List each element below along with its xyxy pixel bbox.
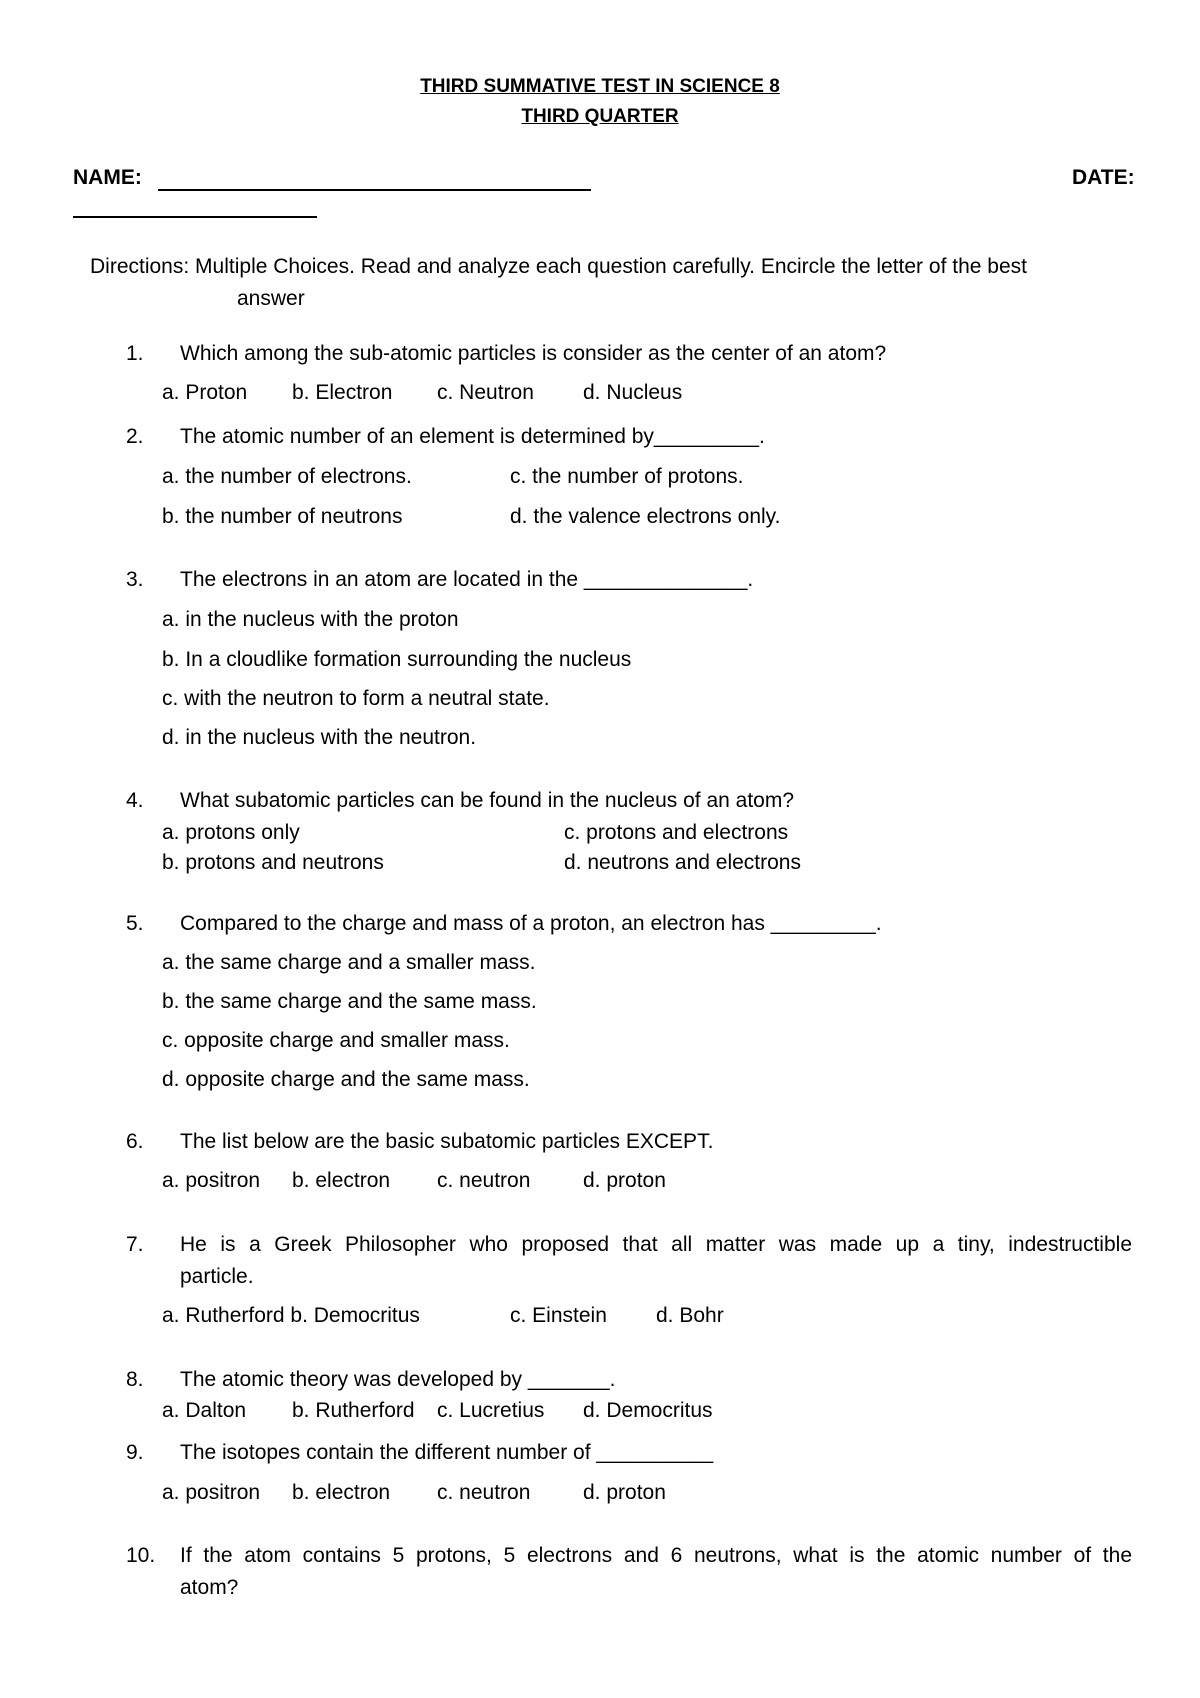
question-text: He is a Greek Philosopher who proposed that all matter was made up a tiny, indestructible [180,1233,1132,1256]
choice-d[interactable]: d. in the nucleus with the neutron. [162,726,477,749]
test-subtitle: THIRD QUARTER [521,106,679,127]
choice-b[interactable]: b. Electron [292,381,393,404]
question-number: 1. [126,342,144,365]
question-number: 4. [126,789,144,812]
choice-a[interactable]: a. the number of electrons. [162,465,412,488]
question-number: 5. [126,912,144,935]
question-number: 2. [126,425,144,448]
question-number: 8. [126,1368,144,1391]
choice-d[interactable]: d. neutrons and electrons [564,851,801,874]
question-text: The electrons in an atom are located in the ______________. [180,568,754,591]
choice-c[interactable]: c. the number of protons. [510,465,744,488]
choice-a[interactable]: a. Dalton [162,1399,247,1422]
name-field[interactable] [158,189,591,191]
date-label: DATE: [1072,166,1135,189]
question-number: 10. [126,1544,156,1567]
choice-c[interactable]: c. Neutron [437,381,534,404]
choice-a[interactable]: a. in the nucleus with the proton [162,608,459,631]
choice-a-b[interactable]: a. Rutherford b. Democritus [162,1304,420,1327]
question-text: The atomic number of an element is determined by_________. [180,425,765,448]
directions-text: Multiple Choices. Read and analyze each question carefully. Encircle the letter of the best [195,255,1027,278]
choice-d[interactable]: d. Bohr [656,1304,724,1327]
choice-a[interactable]: a. Proton [162,381,248,404]
choice-c[interactable]: c. Einstein [510,1304,607,1327]
choice-d[interactable]: d. proton [583,1169,666,1192]
directions [90,254,1027,280]
choice-c[interactable]: c. protons and electrons [564,821,789,844]
choice-b[interactable]: b. electron [292,1169,391,1192]
choice-c[interactable]: c. opposite charge and smaller mass. [162,1029,510,1052]
question-text: Which among the sub-atomic particles is consider as the center of an atom? [180,342,887,365]
question-number: 9. [126,1441,144,1464]
choice-b[interactable]: b. Rutherford [292,1399,415,1422]
directions-continued: answer [237,287,305,310]
choice-d[interactable]: d. the valence electrons only. [510,505,781,528]
question-number: 7. [126,1233,144,1256]
question-number: 3. [126,568,144,591]
choice-c[interactable]: c. neutron [437,1169,531,1192]
question-text: If the atom contains 5 protons, 5 electrons and 6 neutrons, what is the atomic number of the [180,1544,1132,1567]
choice-d[interactable]: d. Nucleus [583,381,683,404]
choice-a[interactable]: a. protons only [162,821,300,844]
choice-b[interactable]: b. electron [292,1481,391,1504]
choice-b[interactable]: b. the same charge and the same mass. [162,990,537,1013]
choice-d[interactable]: d. Democritus [583,1399,713,1422]
question-text-continued: particle. [180,1265,254,1288]
choice-b[interactable]: b. In a cloudlike formation surrounding the nucleus [162,648,632,671]
choice-d[interactable]: d. opposite charge and the same mass. [162,1068,530,1091]
choice-a[interactable]: a. the same charge and a smaller mass. [162,951,536,974]
choice-c[interactable]: c. with the neutron to form a neutral state. [162,687,550,710]
directions-label: Directions: [90,255,190,278]
choice-c[interactable]: c. Lucretius [437,1399,545,1422]
name-label: NAME: [73,166,142,189]
choice-d[interactable]: d. proton [583,1481,666,1504]
choice-c[interactable]: c. neutron [437,1481,531,1504]
choice-b[interactable]: b. the number of neutrons [162,505,403,528]
choice-b[interactable]: b. protons and neutrons [162,851,384,874]
question-text: What subatomic particles can be found in the nucleus of an atom? [180,789,795,812]
date-field[interactable] [73,216,317,218]
question-text-continued: atom? [180,1576,239,1599]
question-number: 6. [126,1130,144,1153]
question-text: The atomic theory was developed by _______. [180,1368,616,1391]
choice-a[interactable]: a. positron [162,1169,261,1192]
question-text: Compared to the charge and mass of a proton, an electron has _________. [180,912,882,935]
question-text: The list below are the basic subatomic particles EXCEPT. [180,1130,714,1153]
choice-a[interactable]: a. positron [162,1481,261,1504]
question-text: The isotopes contain the different number of __________ [180,1441,714,1464]
test-title: THIRD SUMMATIVE TEST IN SCIENCE 8 [420,76,780,97]
